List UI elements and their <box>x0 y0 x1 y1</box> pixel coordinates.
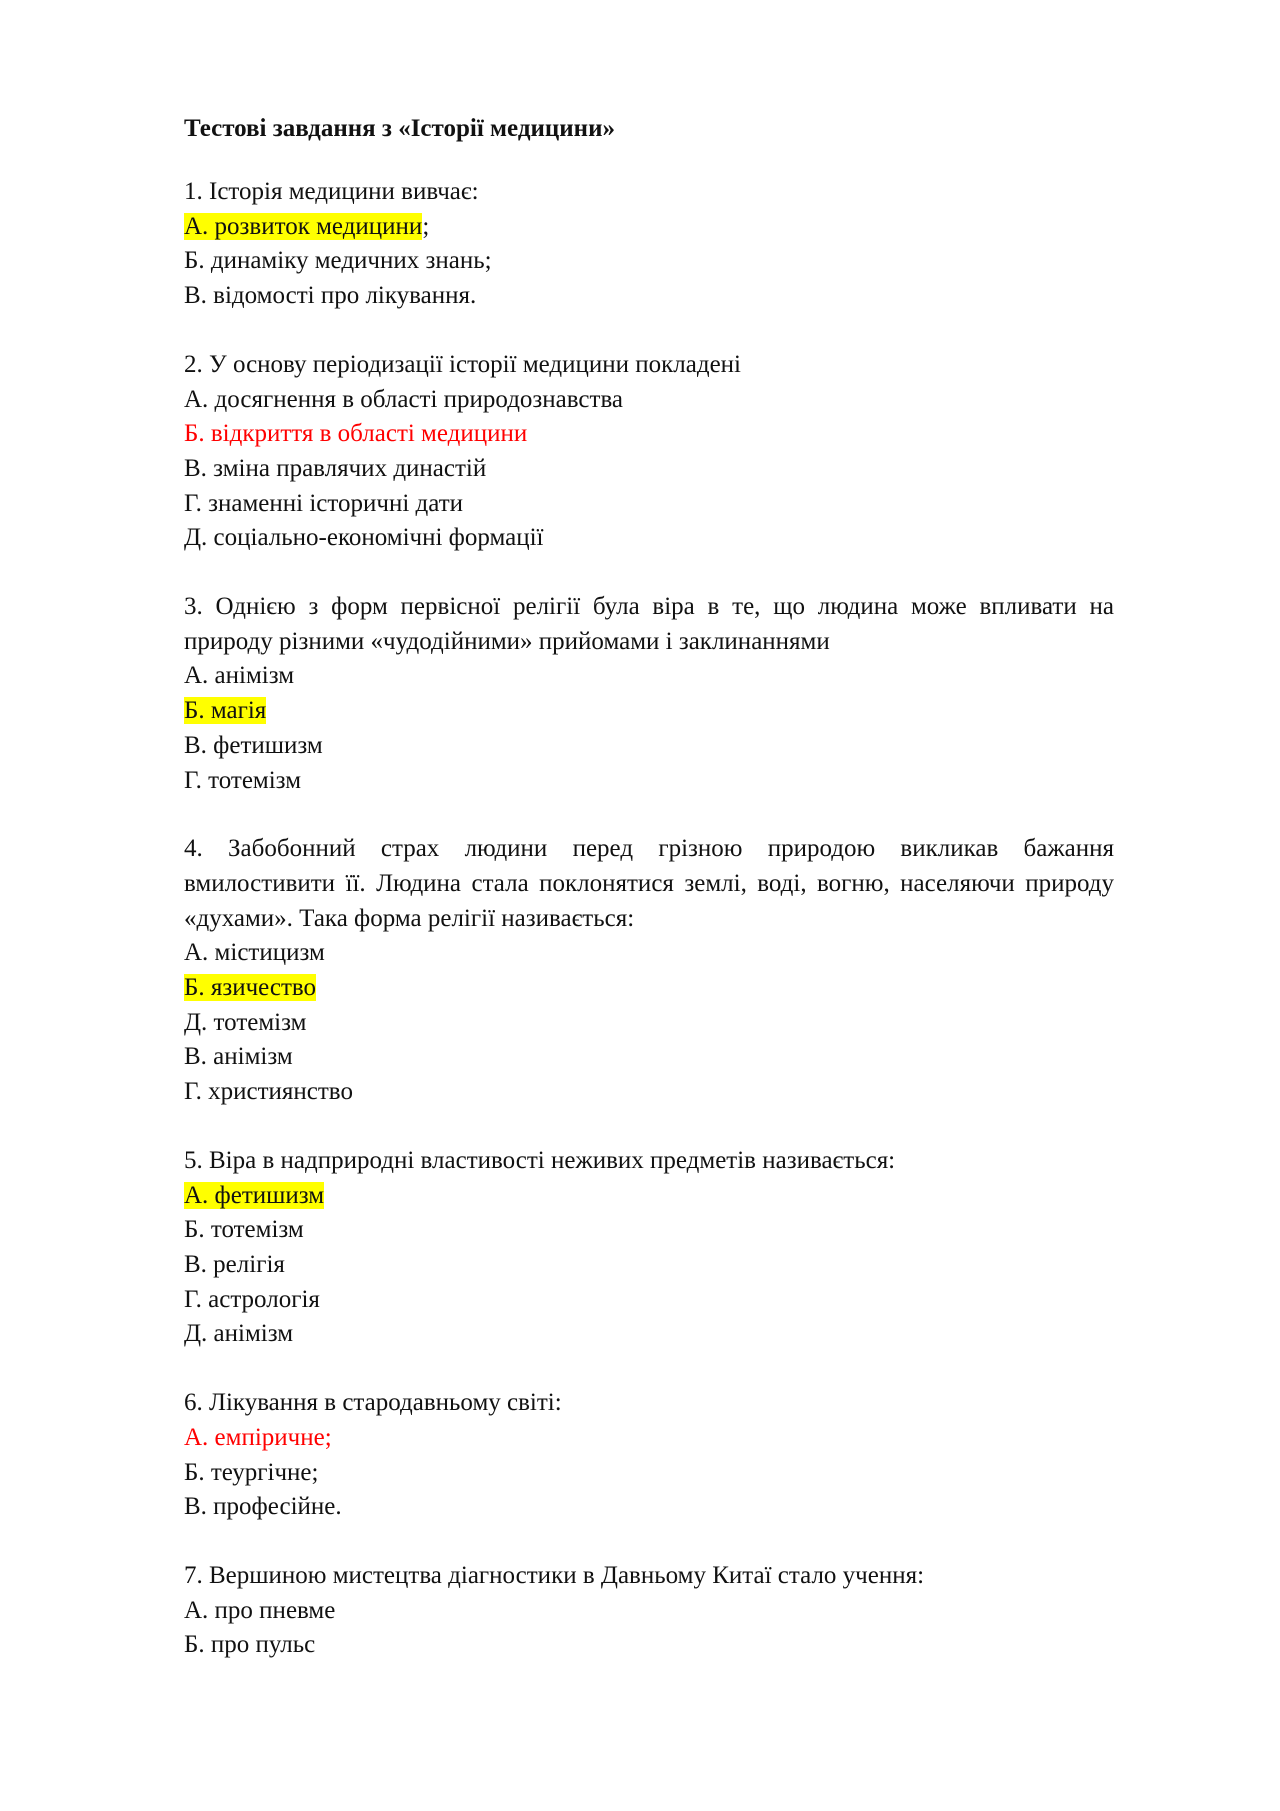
answer-option-text: Б. язичество <box>184 974 317 1002</box>
answer-option <box>184 1490 1114 1525</box>
question-text: 5. Віра в надприродні властивості неживих предметів називається: <box>184 1146 896 1174</box>
answer-option-suffix: ; <box>422 212 430 240</box>
answer-option-text: А. фетишизм <box>184 1181 325 1209</box>
answer-option-text: Б. магія <box>184 697 267 725</box>
answer-option-text: В. фетишизм <box>184 731 323 759</box>
answer-option <box>184 1179 1114 1214</box>
answer-option-text: А. містицизм <box>184 939 325 967</box>
answer-option <box>184 383 1114 418</box>
answer-option <box>184 1628 1114 1663</box>
answer-option-text: В. зміна правлячих династій <box>184 454 487 482</box>
answer-option-text: А. емпіричне; <box>184 1423 332 1451</box>
question-1 <box>184 175 1114 314</box>
answer-option <box>184 1075 1114 1110</box>
title-gap <box>184 152 1114 175</box>
answer-option <box>184 417 1114 452</box>
answer-option <box>184 659 1114 694</box>
answer-option <box>184 694 1114 729</box>
answer-option <box>184 279 1114 314</box>
document-page <box>184 106 1114 1697</box>
answer-option-text: А. анімізм <box>184 662 295 690</box>
answer-option <box>184 210 1114 245</box>
answer-option-text: Б. тотемізм <box>184 1216 304 1244</box>
answer-option <box>184 1594 1114 1629</box>
answer-option <box>184 971 1114 1006</box>
question-5 <box>184 1144 1114 1352</box>
questions-list <box>184 175 1114 1663</box>
question-7 <box>184 1559 1114 1663</box>
question-3 <box>184 590 1114 798</box>
answer-option <box>184 1248 1114 1283</box>
question-text: 1. Історія медицини вивчає: <box>184 178 479 205</box>
answer-option <box>184 244 1114 279</box>
answer-option <box>184 1317 1114 1352</box>
question-text: 3. Однією з форм первісної релігії була віра в те, що людина може впливати на природу різними «чудодійними» прийомами і заклинаннями <box>184 593 1114 655</box>
answer-option-text: В. релігія <box>184 1250 285 1278</box>
answer-option <box>184 1006 1114 1041</box>
answer-option <box>184 521 1114 556</box>
question-text: 6. Лікування в стародавньому світі: <box>184 1389 562 1417</box>
answer-option <box>184 729 1114 764</box>
answer-option <box>184 764 1114 799</box>
answer-option-text: Б. про пульс <box>184 1631 316 1659</box>
answer-option <box>184 452 1114 487</box>
answer-option-text: Д. анімізм <box>184 1320 294 1348</box>
question-text: 7. Вершиною мистецтва діагностики в Давньому Китаї стало учення: <box>184 1561 925 1589</box>
answer-option <box>184 487 1114 522</box>
answer-option-text: Д. соціально-економічні формації <box>184 524 544 552</box>
answer-option-text: А. розвиток медицини <box>184 212 423 240</box>
answer-option-text: Д. тотемізм <box>184 1008 307 1036</box>
answer-option-text: Г. християнство <box>184 1078 353 1106</box>
answer-option <box>184 1213 1114 1248</box>
answer-option-text: В. відомості про лікування. <box>184 282 477 310</box>
answer-option-text: Б. теургічне; <box>184 1458 319 1486</box>
answer-option-text: Г. тотемізм <box>184 766 302 794</box>
answer-option <box>184 936 1114 971</box>
question-text: 4. Забобонний страх людини перед грізною природою викликав бажання вмилостивити її. Людина стала поклонятися землі, воді, вогню, населяючи природу «духами». Така форма релігії називається: <box>184 835 1114 932</box>
question-6 <box>184 1386 1114 1525</box>
answer-option-text: Б. відкриття в області медицини <box>184 420 528 448</box>
answer-option-text: Б. динаміку медичних знань; <box>184 247 492 275</box>
answer-option <box>184 1283 1114 1318</box>
answer-option-text: А. досягнення в області природознавства <box>184 385 624 413</box>
answer-option-text: В. професійне. <box>184 1493 342 1521</box>
answer-option-text: Г. знаменні історичні дати <box>184 489 463 517</box>
answer-option-text: В. анімізм <box>184 1043 293 1071</box>
document-title: Тестові завдання з «Історії медицини» <box>184 115 615 142</box>
answer-option <box>184 1456 1114 1491</box>
answer-option <box>184 1421 1114 1456</box>
question-2 <box>184 348 1114 556</box>
answer-option-text: Г. астрологія <box>184 1285 320 1313</box>
question-text: 2. У основу періодизації історії медицини покладені <box>184 350 742 378</box>
answer-option <box>184 1040 1114 1075</box>
answer-option-text: А. про пневме <box>184 1596 336 1624</box>
question-4 <box>184 832 1114 1110</box>
